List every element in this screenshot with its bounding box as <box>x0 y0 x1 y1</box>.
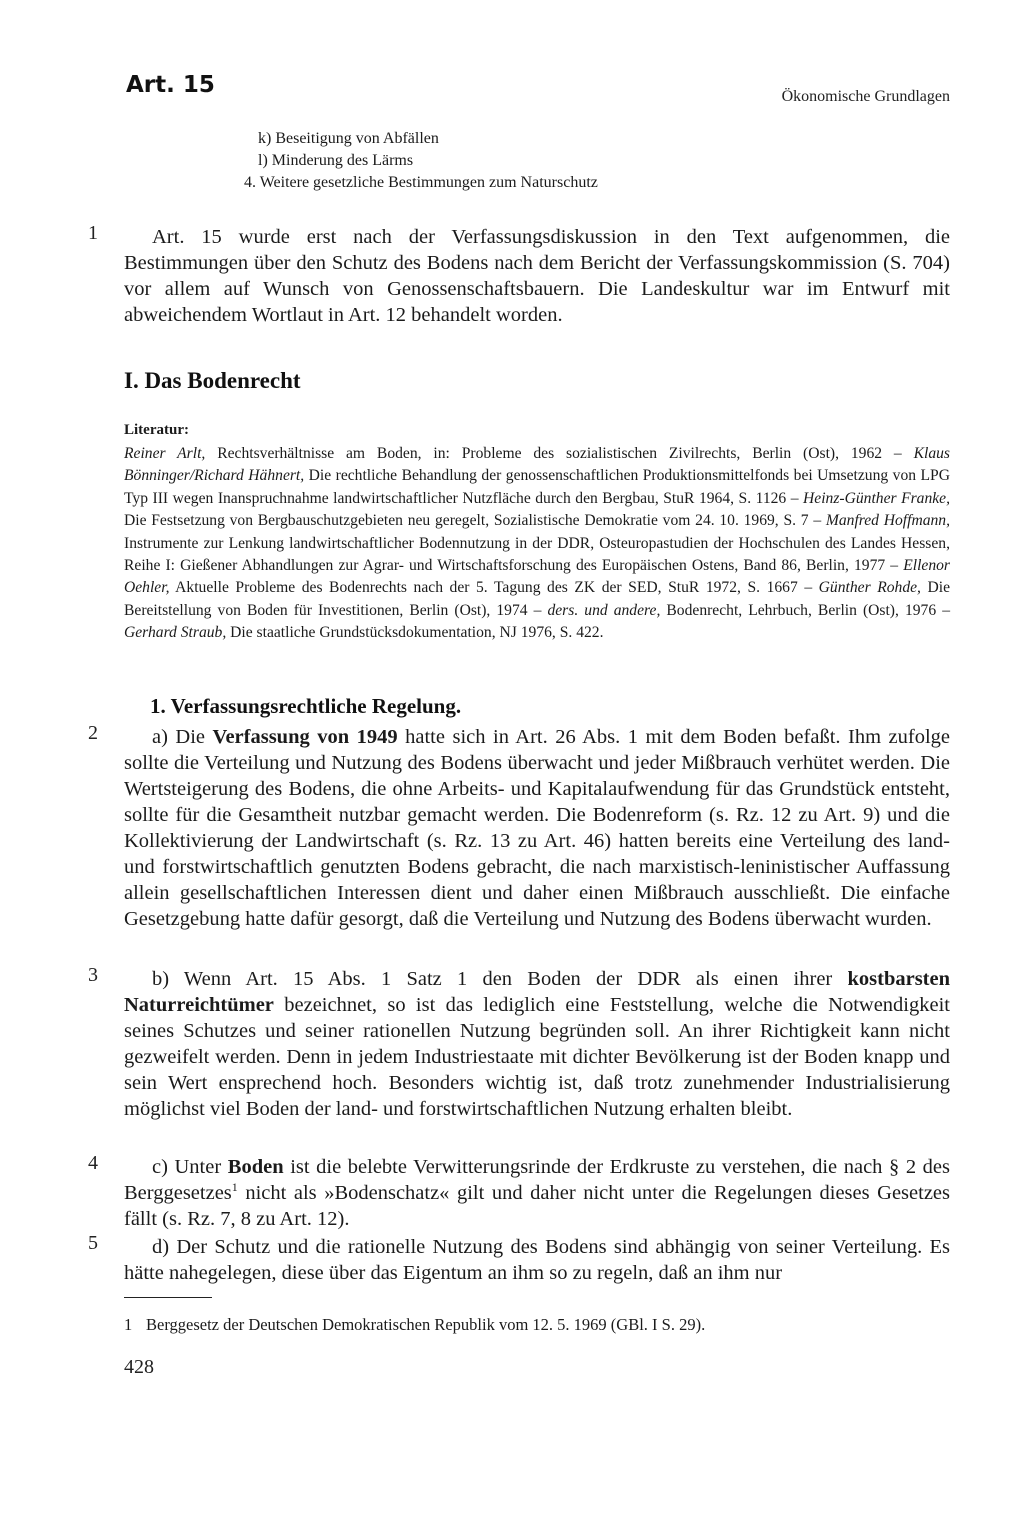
lit-text: Die staatliche Grundstücksdokumentation, NJ 1976, S. 422. <box>226 624 604 642</box>
lit-text: Aktuelle Probleme des Bodenrechts nach der 5. Tagung des ZK der SED, StuR 1972, S. 1667 – <box>169 579 819 597</box>
literature-list <box>124 443 950 645</box>
margin-number: 5 <box>88 1232 98 1254</box>
page-number: 428 <box>124 1356 154 1378</box>
emphasis: Boden <box>227 1156 284 1178</box>
footnote-ref[interactable]: 1 <box>231 1180 238 1195</box>
text-run: hatte sich in Art. 26 Abs. 1 mit dem Boden befaßt. Ihm zufolge sollte die Verteilung und Nutzung des Bodens überwacht und jeder Mißbrauch verhütet werden. Die Wertsteigerung des Bodens, die ohne Arbeits- und Kapitalaufwendung für das Grundstück entsteht, sollte für die Gesamtheit nutzbar gemacht werden. Die Bodenreform (s. Rz. 12 zu Art. 9) und die Kollektivierung der Landwirtschaft (s. Rz. 13 zu Art. 46) hatten bereits eine Verteilung des land- und forstwirtschaftlich genutzten Bodens gebracht, die nach marxistisch-leninistischer Auffassung allein gesellschaftlichen Interessen dient und daher einen Mißbrauch ausschließt. Die einfache Gesetzgebung hatte dafür gesorgt, daß die Verteilung und Nutzung des Bodens überwacht wurden. <box>124 726 950 930</box>
text-run: ist die belebte Verwitterungsrinde der Erdkruste zu verstehen, die nach § 2 des Berggesetzes <box>124 1156 950 1204</box>
margin-number: 4 <box>88 1152 98 1174</box>
lit-text: Rechtsverhältnisse am Boden, in: Probleme des sozialistischen Zivilrechts, Berlin (Ost), 1962 – <box>205 445 914 462</box>
list-item: 4. Weitere gesetzliche Bestimmungen zum Naturschutz <box>244 174 598 191</box>
intro-paragraph: Art. 15 wurde erst nach der Verfassungsdiskussion in den Text aufgenommen, die Bestimmungen über den Schutz des Bodens nach dem Bericht der Verfassungskommission (S. 704) vor allem auf Wunsch von Genossenschaftsbauern. Die Landeskultur war im Entwurf mit abweichendem Wortlaut in Art. 12 behandelt worden. <box>124 226 950 326</box>
literature-title: Literatur: <box>124 422 189 438</box>
lit-text: Die Festsetzung von Bergbauschutzgebieten neu geregelt, Sozialistische Demokratie vom 24. 10. 1969, S. 7 – <box>124 512 826 530</box>
lit-text: Bodenrecht, Lehrbuch, Berlin (Ost), 1976 – <box>660 601 950 619</box>
subsection-heading: 1. Verfassungsrechtliche Regelung. <box>150 694 462 718</box>
margin-number: 2 <box>88 722 98 744</box>
paragraph <box>124 724 950 932</box>
lit-author: Reiner Arlt, <box>124 445 206 462</box>
enumerated-list <box>244 128 598 194</box>
footnote-divider <box>124 1297 212 1298</box>
lit-text: Die rechtliche Behandlung der genossenschaftlichen Produktionsmittelfonds bei Umsetzung von LPG Typ III wegen Inanspruchnahme landwirtschaftlicher Nutzfläche durch den Bergbau, StuR 1964, S. 1126 – <box>124 467 950 507</box>
margin-number: 1 <box>88 222 98 244</box>
lit-author: ders. und andere, <box>547 601 661 619</box>
lit-author: Günther Rohde, <box>818 579 921 597</box>
text-run: c) Unter <box>152 1156 228 1178</box>
footnote-text: Berggesetz der Deutschen Demokratischen Republik vom 12. 5. 1969 (GBl. I S. 29). <box>146 1315 706 1334</box>
lit-text: Instrumente zur Lenkung landwirtschaftlicher Bodennutzung in der DDR, Osteuropastudien der Hochschulen des Landes Hessen, Reihe I: Gießener Abhandlungen zur Agrar- und Wirtschaftsforschung des Europäischen Ostens, Band 86, Berlin, 1977 – <box>124 534 950 575</box>
paragraph: d) Der Schutz und die rationelle Nutzung des Bodens sind abhängig von seiner Verteilung. Es hätte nahegelegen, diese über das Eigentum an ihm so zu regeln, daß an ihm nur <box>124 1236 950 1284</box>
section-heading: I. Das Bodenrecht <box>124 368 301 393</box>
list-item: k) Beseitigung von Abfällen <box>258 130 439 147</box>
emphasis: Verfassung von 1949 <box>212 726 398 748</box>
text-run: nicht als »Bodenschatz« gilt und daher nicht unter die Regelungen dieses Gesetzes fällt (s. Rz. 7, 8 zu Art. 12). <box>124 1182 950 1230</box>
lit-text: Die Bereitstellung von Boden für Investitionen, Berlin (Ost), 1974 – <box>124 579 951 619</box>
footnote-number: 1 <box>124 1315 133 1334</box>
lit-author: Heinz-Günther Franke, <box>803 489 950 507</box>
text-run: a) Die <box>152 726 213 748</box>
lit-author: Manfred Hoffmann, <box>825 512 951 530</box>
paragraph <box>124 1154 950 1232</box>
footnote <box>124 1315 705 1335</box>
lit-author: Gerhard Straub, <box>124 624 227 642</box>
running-head: Ökonomische Grundlagen <box>781 88 950 105</box>
text-run: bezeichnet, so ist das lediglich eine Feststellung, welche die Notwendigkeit seines Schutzes und seiner rationellen Nutzung begründen soll. An ihrer Richtigkeit kann nicht gezweifelt werden. Denn in jedem Industriestaate mit dichter Bevölkerung ist der Boden knapp und sein Wert ensprechend hoch. Besonders wichtig ist, daß trotz zunehmender Industrialisierung möglichst viel Boden der land- und forstwirtschaftlichen Nutzung erhalten bleibt. <box>124 994 950 1120</box>
margin-number: 3 <box>88 964 98 986</box>
paragraph <box>124 966 950 1122</box>
article-label: Art. 15 <box>126 72 215 98</box>
text-run: b) Wenn Art. 15 Abs. 1 Satz 1 den Boden der DDR als einen ihrer <box>152 968 848 990</box>
lit-author: Klaus Bönninger/Richard Hähnert, <box>124 445 951 485</box>
lit-author: Ellenor Oehler, <box>124 557 950 597</box>
list-item: l) Minderung des Lärms <box>258 152 414 169</box>
emphasis: kostbarsten Naturreichtümer <box>124 968 950 1016</box>
